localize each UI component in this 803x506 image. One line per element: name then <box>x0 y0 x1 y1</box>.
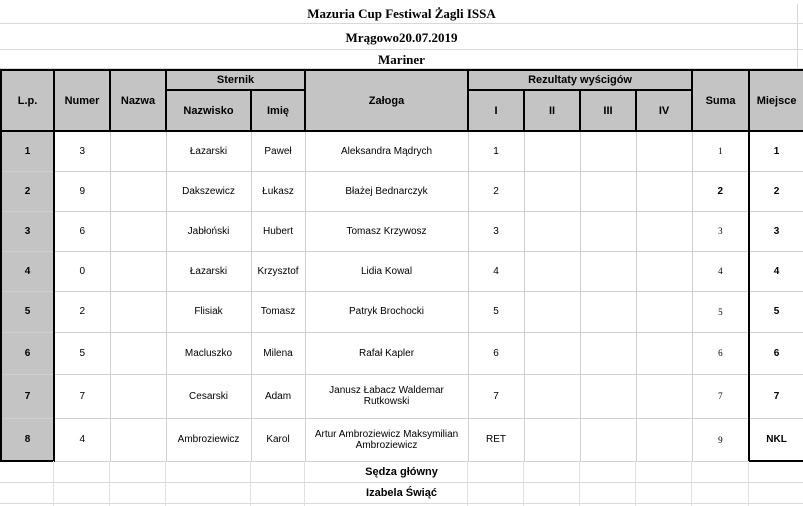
cell-miejsce: 7 <box>749 374 803 418</box>
col-r1: I <box>468 90 524 131</box>
cell-nazwa <box>110 374 166 418</box>
cell-suma: 5 <box>692 291 749 332</box>
cell-nazwa <box>110 418 166 461</box>
cell-zaloga: Tomasz Krzywosz <box>305 211 468 251</box>
table-row <box>1 171 803 211</box>
cell-nazwa <box>110 131 166 171</box>
cell-r2 <box>524 332 580 374</box>
cell-nazwisko: Flisiak <box>166 291 251 332</box>
col-nazwa: Nazwa <box>110 70 166 131</box>
cell-nazwa <box>110 171 166 211</box>
cell-zaloga: Błażej Bednarczyk <box>305 171 468 211</box>
cell-miejsce: 6 <box>749 332 803 374</box>
cell-r4 <box>636 251 692 291</box>
grid-line <box>797 4 798 69</box>
cell-r3 <box>580 291 636 332</box>
cell-numer: 2 <box>54 291 110 332</box>
cell-r1: 1 <box>468 131 524 171</box>
cell-r4 <box>636 291 692 332</box>
cell-lp: 3 <box>1 211 54 251</box>
cell-r4 <box>636 171 692 211</box>
table-row <box>1 418 803 461</box>
cell-nazwa <box>110 211 166 251</box>
cell-nazwisko: Jabłoński <box>166 211 251 251</box>
table-row <box>1 131 803 171</box>
cell-r2 <box>524 171 580 211</box>
cell-imie: Karol <box>251 418 305 461</box>
cell-r1: 6 <box>468 332 524 374</box>
cell-zaloga: Janusz Łabacz Waldemar Rutkowski <box>305 374 468 418</box>
cell-r4 <box>636 211 692 251</box>
cell-r2 <box>524 291 580 332</box>
cell-imie: Milena <box>251 332 305 374</box>
col-lp: L.p. <box>1 70 54 131</box>
cell-lp: 6 <box>1 332 54 374</box>
place-date: Mrągowo20.07.2019 <box>0 28 803 50</box>
cell-suma: 1 <box>692 131 749 171</box>
cell-r2 <box>524 374 580 418</box>
cell-nazwisko: Łazarski <box>166 131 251 171</box>
cell-r2 <box>524 418 580 461</box>
col-imie: Imię <box>251 90 305 131</box>
cell-miejsce: 1 <box>749 131 803 171</box>
cell-lp: 4 <box>1 251 54 291</box>
cell-suma: 2 <box>692 171 749 211</box>
cell-r1: 4 <box>468 251 524 291</box>
event-title: Mazuria Cup Festiwal Żagli ISSA <box>0 4 803 24</box>
cell-nazwisko: Cesarski <box>166 374 251 418</box>
cell-nazwa <box>110 291 166 332</box>
cell-r1: 5 <box>468 291 524 332</box>
cell-zaloga: Rafał Kapler <box>305 332 468 374</box>
cell-numer: 9 <box>54 171 110 211</box>
results-table <box>0 69 803 462</box>
cell-miejsce: 2 <box>749 171 803 211</box>
cell-r3 <box>580 131 636 171</box>
table-row <box>1 374 803 418</box>
cell-r3 <box>580 251 636 291</box>
table-row <box>1 332 803 374</box>
cell-r4 <box>636 418 692 461</box>
table-row <box>1 251 803 291</box>
cell-r4 <box>636 131 692 171</box>
col-rezultaty: Rezultaty wyścigów <box>468 70 692 90</box>
boat-class: Mariner <box>0 50 803 69</box>
cell-numer: 6 <box>54 211 110 251</box>
cell-zaloga: Patryk Brochocki <box>305 291 468 332</box>
col-zaloga: Załoga <box>305 70 468 131</box>
cell-nazwa <box>110 251 166 291</box>
cell-miejsce: NKL <box>749 418 803 461</box>
col-r2: II <box>524 90 580 131</box>
cell-numer: 4 <box>54 418 110 461</box>
cell-lp: 1 <box>1 131 54 171</box>
cell-miejsce: 4 <box>749 251 803 291</box>
cell-r3 <box>580 374 636 418</box>
cell-imie: Krzysztof <box>251 251 305 291</box>
cell-zaloga: Artur Ambroziewicz Maksymilian Ambroziewicz <box>305 418 468 461</box>
cell-suma: 3 <box>692 211 749 251</box>
cell-r3 <box>580 418 636 461</box>
table-row <box>1 211 803 251</box>
cell-nazwa <box>110 332 166 374</box>
cell-suma: 7 <box>692 374 749 418</box>
cell-numer: 0 <box>54 251 110 291</box>
cell-lp: 7 <box>1 374 54 418</box>
cell-imie: Paweł <box>251 131 305 171</box>
cell-suma: 6 <box>692 332 749 374</box>
cell-imie: Łukasz <box>251 171 305 211</box>
cell-r2 <box>524 251 580 291</box>
cell-r4 <box>636 332 692 374</box>
cell-nazwisko: Ambroziewicz <box>166 418 251 461</box>
cell-r1: 2 <box>468 171 524 211</box>
col-miejsce: Miejsce <box>749 70 803 131</box>
cell-lp: 2 <box>1 171 54 211</box>
cell-r2 <box>524 131 580 171</box>
col-r4: IV <box>636 90 692 131</box>
cell-lp: 5 <box>1 291 54 332</box>
cell-r3 <box>580 211 636 251</box>
cell-r2 <box>524 211 580 251</box>
cell-numer: 3 <box>54 131 110 171</box>
cell-imie: Adam <box>251 374 305 418</box>
cell-nazwisko: Dakszewicz <box>166 171 251 211</box>
cell-r4 <box>636 374 692 418</box>
cell-r1: 3 <box>468 211 524 251</box>
cell-miejsce: 3 <box>749 211 803 251</box>
cell-miejsce: 5 <box>749 291 803 332</box>
cell-lp: 8 <box>1 418 54 461</box>
cell-suma: 4 <box>692 251 749 291</box>
judge-label: Sędza główny <box>0 461 803 483</box>
col-r3: III <box>580 90 636 131</box>
table-row <box>1 291 803 332</box>
cell-imie: Hubert <box>251 211 305 251</box>
col-suma: Suma <box>692 70 749 131</box>
col-numer: Numer <box>54 70 110 131</box>
cell-r3 <box>580 171 636 211</box>
col-nazwisko: Nazwisko <box>166 90 251 131</box>
cell-numer: 7 <box>54 374 110 418</box>
cell-zaloga: Aleksandra Mądrych <box>305 131 468 171</box>
cell-r1: RET <box>468 418 524 461</box>
col-sternik: Sternik <box>166 70 305 90</box>
cell-imie: Tomasz <box>251 291 305 332</box>
cell-zaloga: Lidia Kowal <box>305 251 468 291</box>
judge-name: Izabela Świąć <box>0 483 803 504</box>
cell-r1: 7 <box>468 374 524 418</box>
cell-suma: 9 <box>692 418 749 461</box>
cell-nazwisko: Macluszko <box>166 332 251 374</box>
cell-r3 <box>580 332 636 374</box>
cell-nazwisko: Łazarski <box>166 251 251 291</box>
cell-numer: 5 <box>54 332 110 374</box>
